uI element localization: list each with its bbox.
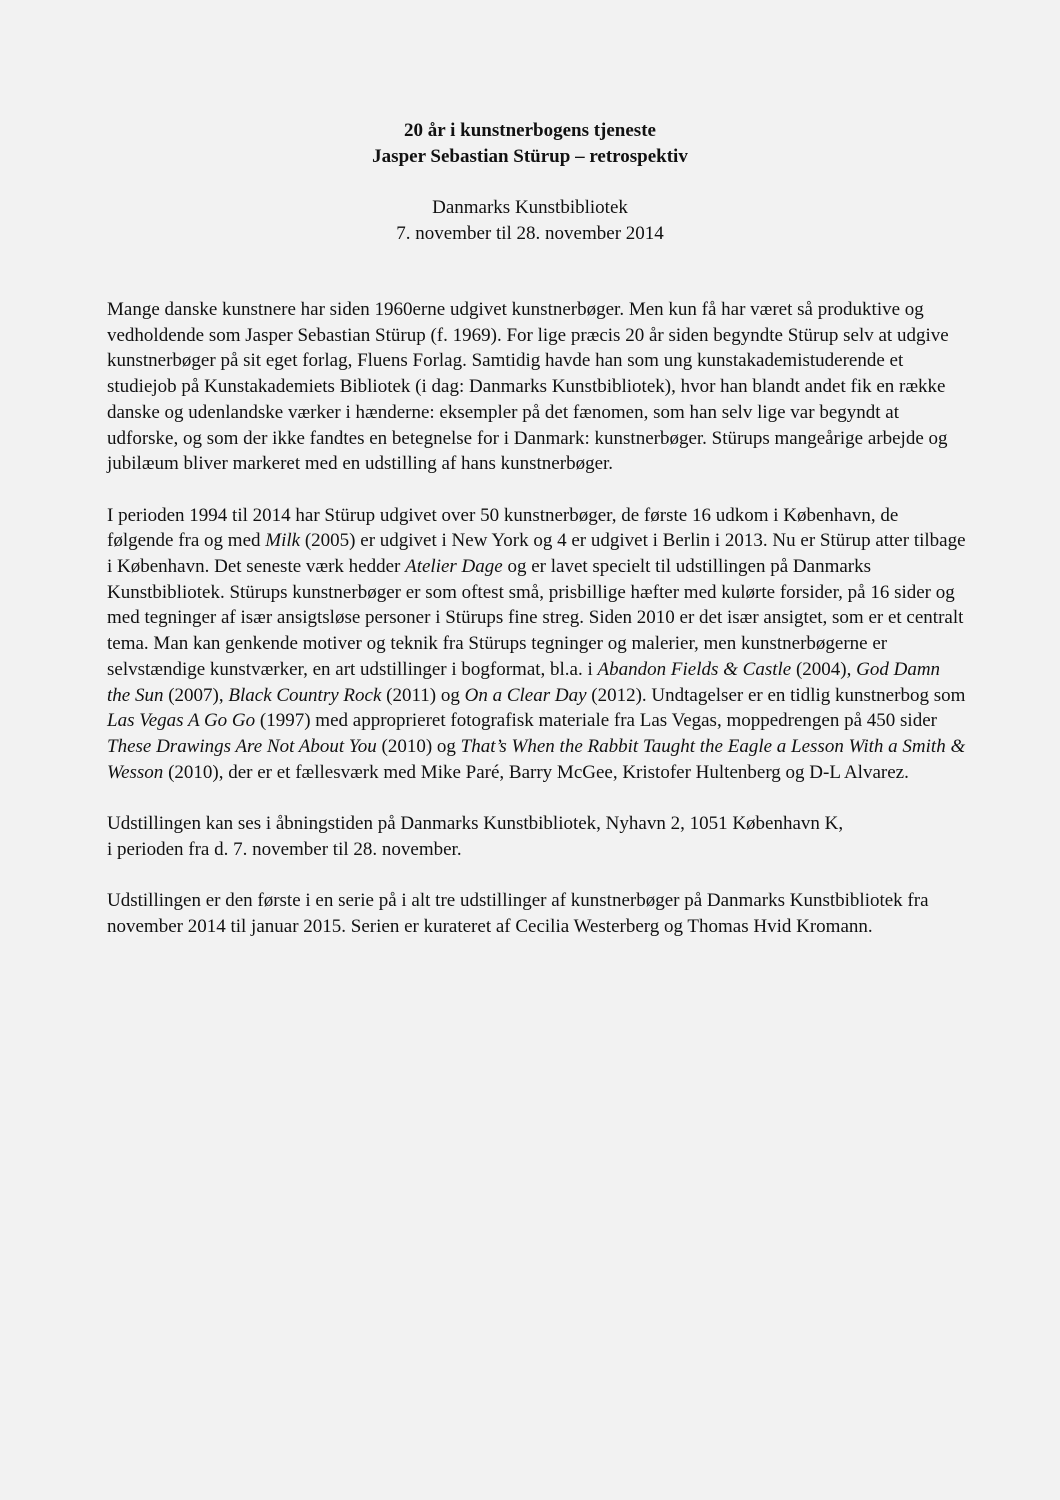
book-title-god-damn-the-sun: God Damn the Sun [107, 658, 941, 706]
text-span: (2011) og [381, 684, 465, 706]
text-span: (2007), [163, 684, 229, 706]
paragraph-location [107, 811, 967, 862]
book-title-abandon-fields: Abandon Fields & Castle [597, 658, 792, 680]
text-span: (2004), [791, 658, 857, 680]
text-span: (2005) er udgivet i New York og 4 er udgivet i Berlin i 2013. Nu er Stürup atter tilbage i København. Det seneste værk hedder [107, 530, 966, 578]
book-title-las-vegas: Las Vegas A Go Go [107, 710, 256, 732]
text-span: (2010) og [376, 735, 461, 757]
document-header [0, 118, 1060, 247]
book-title-these-drawings: These Drawings Are Not About You [107, 735, 377, 757]
text-span: (2010), der er et fællesværk med Mike Paré, Barry McGee, Kristofer Hultenberg og D-L Alvarez. [163, 761, 909, 783]
location-line-2: i perioden fra d. 7. november til 28. november. [107, 838, 462, 860]
paragraph-works [107, 503, 967, 786]
exhibition-dates: 7. november til 28. november 2014 [396, 223, 664, 244]
text-span: og er lavet specielt til udstillingen på Danmarks Kunstbibliotek. Stürups kunstnerbøger er som oftest små, prisbillige hæfter med kulørte forsider, på 16 sider og med tegninger af især ansigtsløse personer i Stürups fine streg. Siden 2010 er det især ansigtet, som er et centralt tema. Man kan genkende motiver og teknik fra Stürups tegninger og malerier, men kunstnerbøgerne er selvstændige kunstværker, en art udstillinger i bogformat, bl.a. i [107, 556, 964, 680]
title-line-2: Jasper Sebastian Stürup – retrospektiv [372, 146, 688, 167]
book-title-rabbit-eagle: That’s When the Rabbit Taught the Eagle a Lesson With a Smith & Wesson [107, 735, 966, 783]
title-line-1: 20 år i kunstnerbogens tjeneste [404, 120, 656, 141]
text-span: I perioden 1994 til 2014 har Stürup udgivet over 50 kunstnerbøger, de første 16 udkom i København, de følgende fra og med [107, 504, 899, 552]
venue-name: Danmarks Kunstbibliotek [432, 197, 628, 218]
paragraph-intro: Mange danske kunstnere har siden 1960erne udgivet kunstnerbøger. Men kun få har været så produktive og vedholdende som Jasper Sebastian Stürup (f. 1969). For lige præcis 20 år siden begyndte Stürup selv at udgive kunstnerbøger på sit eget forlag, Fluens Forlag. Samtidig havde han som ung kunstakademistuderende et studiejob på Kunstakademiets Bibliotek (i dag: Danmarks Kunstbibliotek), hvor han blandt andet fik en række danske og udenlandske værker i hænderne: eksempler på det fænomen, som han selv lige var begyndt at udforske, og som der ikke fandtes en betegnelse for i Danmark: kunstnerbøger. Stürups mangeårige arbejde og jubilæum bliver markeret med en udstilling af hans kunstnerbøger. [107, 299, 949, 475]
text-span: (1997) med approprieret fotografisk materiale fra Las Vegas, moppedrengen på 450 sider [255, 710, 937, 732]
location-line-1: Udstillingen kan ses i åbningstiden på Danmarks Kunstbibliotek, Nyhavn 2, 1051 København K, [107, 813, 844, 835]
book-title-on-a-clear-day: On a Clear Day [464, 684, 587, 706]
text-span: (2012). Undtagelser er en tidlig kunstnerbog som [586, 684, 966, 706]
document-body [107, 297, 967, 965]
paragraph-series: Udstillingen er den første i en serie på i alt tre udstillinger af kunstnerbøger på Danmarks Kunstbibliotek fra november 2014 til januar 2015. Serien er kurateret af Cecilia Westerberg og Thomas Hvid Kromann. [107, 890, 929, 937]
book-title-milk: Milk [265, 530, 301, 552]
book-title-atelier-dage: Atelier Dage [405, 556, 503, 578]
book-title-black-country-rock: Black Country Rock [228, 684, 382, 706]
